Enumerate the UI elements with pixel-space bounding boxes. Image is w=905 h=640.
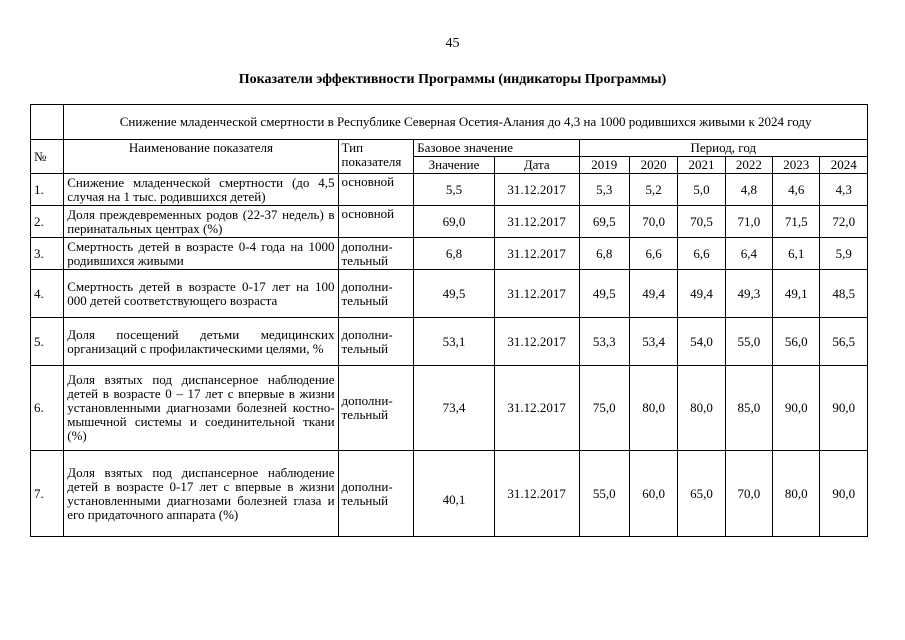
row-name: Доля посещений детьми медицинских организаций с профилактическими целями, % xyxy=(64,318,338,366)
table-row xyxy=(31,238,868,270)
table-row xyxy=(31,174,868,206)
row-name: Доля взятых под диспансерное наблюдение детей в возрасте 0-17 лет с впервые в жизни установленными диагнозами болезней глаза и его придаточного аппарата (%) xyxy=(64,451,338,537)
row-num: 3. xyxy=(31,238,64,270)
row-num: 7. xyxy=(31,451,64,537)
row-name: Снижение младенческой смертности (до 4,5 случая на 1 тыс. родившихся детей) xyxy=(64,174,338,206)
table-row xyxy=(31,366,868,451)
header-num: № xyxy=(31,140,64,174)
row-base-date: 31.12.2017 xyxy=(494,270,579,318)
row-year-value: 55,0 xyxy=(725,318,772,366)
row-year-value: 70,0 xyxy=(725,451,772,537)
document-title: Показатели эффективности Программы (индикаторы Программы) xyxy=(238,72,667,87)
row-year-value: 56,0 xyxy=(773,318,820,366)
row-year-value: 55,0 xyxy=(579,451,629,537)
row-year-value: 71,0 xyxy=(725,206,772,238)
row-type: основной xyxy=(338,206,414,238)
row-base-value: 40,1 xyxy=(414,451,495,537)
row-name: Смертность детей в возрасте 0-4 года на 1000 родившихся живыми xyxy=(64,238,338,270)
row-year-value: 56,5 xyxy=(820,318,868,366)
row-base-date: 31.12.2017 xyxy=(494,174,579,206)
row-year-value: 5,3 xyxy=(579,174,629,206)
row-year-value: 65,0 xyxy=(678,451,725,537)
row-year-value: 49,5 xyxy=(579,270,629,318)
row-year-value: 5,9 xyxy=(820,238,868,270)
row-base-value: 5,5 xyxy=(414,174,495,206)
row-year-value: 90,0 xyxy=(820,451,868,537)
row-year-value: 90,0 xyxy=(820,366,868,451)
row-type: дополни-тельный xyxy=(338,270,414,318)
row-base-date: 31.12.2017 xyxy=(494,318,579,366)
row-year-value: 90,0 xyxy=(773,366,820,451)
row-year-value: 5,0 xyxy=(678,174,725,206)
header-year: 2022 xyxy=(725,157,772,174)
row-year-value: 80,0 xyxy=(678,366,725,451)
row-num: 2. xyxy=(31,206,64,238)
row-year-value: 80,0 xyxy=(773,451,820,537)
table-row xyxy=(31,451,868,537)
row-year-value: 48,5 xyxy=(820,270,868,318)
row-year-value: 6,4 xyxy=(725,238,772,270)
row-year-value: 6,1 xyxy=(773,238,820,270)
row-base-value: 6,8 xyxy=(414,238,495,270)
row-year-value: 6,6 xyxy=(629,238,677,270)
row-base-value: 69,0 xyxy=(414,206,495,238)
table-row xyxy=(31,318,868,366)
row-year-value: 69,5 xyxy=(579,206,629,238)
row-num: 1. xyxy=(31,174,64,206)
row-type: основной xyxy=(338,174,414,206)
header-base-value: Значение xyxy=(414,157,495,174)
goal-corner-cell xyxy=(31,105,64,140)
row-year-value: 85,0 xyxy=(725,366,772,451)
header-year: 2024 xyxy=(820,157,868,174)
header-type: Тип показателя xyxy=(338,140,414,174)
page-number: 45 xyxy=(445,36,460,51)
indicators-table xyxy=(30,104,868,537)
row-year-value: 49,4 xyxy=(629,270,677,318)
row-name: Доля взятых под диспансерное наблюдение детей в возрасте 0 – 17 лет с впервые в жизни установленными диагнозами болезней костно-мышечной системы и соединительной ткани (%) xyxy=(64,366,338,451)
row-year-value: 60,0 xyxy=(629,451,677,537)
row-year-value: 71,5 xyxy=(773,206,820,238)
row-year-value: 49,3 xyxy=(725,270,772,318)
row-year-value: 6,6 xyxy=(678,238,725,270)
row-type: дополни-тельный xyxy=(338,366,414,451)
header-year: 2020 xyxy=(629,157,677,174)
goal-cell: Снижение младенческой смертности в Республике Северная Осетия-Алания до 4,3 на 1000 родившихся живыми к 2024 году xyxy=(64,105,868,140)
row-year-value: 53,4 xyxy=(629,318,677,366)
row-base-date: 31.12.2017 xyxy=(494,366,579,451)
row-year-value: 54,0 xyxy=(678,318,725,366)
row-year-value: 4,8 xyxy=(725,174,772,206)
row-year-value: 4,6 xyxy=(773,174,820,206)
header-name: Наименование показателя xyxy=(64,140,338,174)
row-base-value: 49,5 xyxy=(414,270,495,318)
row-year-value: 70,5 xyxy=(678,206,725,238)
row-year-value: 6,8 xyxy=(579,238,629,270)
row-year-value: 49,1 xyxy=(773,270,820,318)
row-base-value: 73,4 xyxy=(414,366,495,451)
row-num: 6. xyxy=(31,366,64,451)
header-year: 2021 xyxy=(678,157,725,174)
row-num: 5. xyxy=(31,318,64,366)
row-name: Доля преждевременных родов (22-37 недель) в перинатальных центрах (%) xyxy=(64,206,338,238)
header-period: Период, год xyxy=(579,140,867,157)
row-name: Смертность детей в возрасте 0-17 лет на 100 000 детей соответствующего возраста xyxy=(64,270,338,318)
row-type: дополни-тельный xyxy=(338,451,414,537)
header-base: Базовое значение xyxy=(414,140,579,157)
row-base-date: 31.12.2017 xyxy=(494,451,579,537)
table-row xyxy=(31,206,868,238)
row-year-value: 80,0 xyxy=(629,366,677,451)
row-year-value: 70,0 xyxy=(629,206,677,238)
row-num: 4. xyxy=(31,270,64,318)
row-year-value: 53,3 xyxy=(579,318,629,366)
row-year-value: 75,0 xyxy=(579,366,629,451)
row-type: дополни-тельный xyxy=(338,238,414,270)
row-base-value: 53,1 xyxy=(414,318,495,366)
row-base-date: 31.12.2017 xyxy=(494,206,579,238)
row-base-date: 31.12.2017 xyxy=(494,238,579,270)
row-year-value: 49,4 xyxy=(678,270,725,318)
header-year: 2023 xyxy=(773,157,820,174)
row-year-value: 5,2 xyxy=(629,174,677,206)
row-year-value: 4,3 xyxy=(820,174,868,206)
header-year: 2019 xyxy=(579,157,629,174)
table-row xyxy=(31,270,868,318)
row-year-value: 72,0 xyxy=(820,206,868,238)
row-type: дополни-тельный xyxy=(338,318,414,366)
header-base-date: Дата xyxy=(494,157,579,174)
